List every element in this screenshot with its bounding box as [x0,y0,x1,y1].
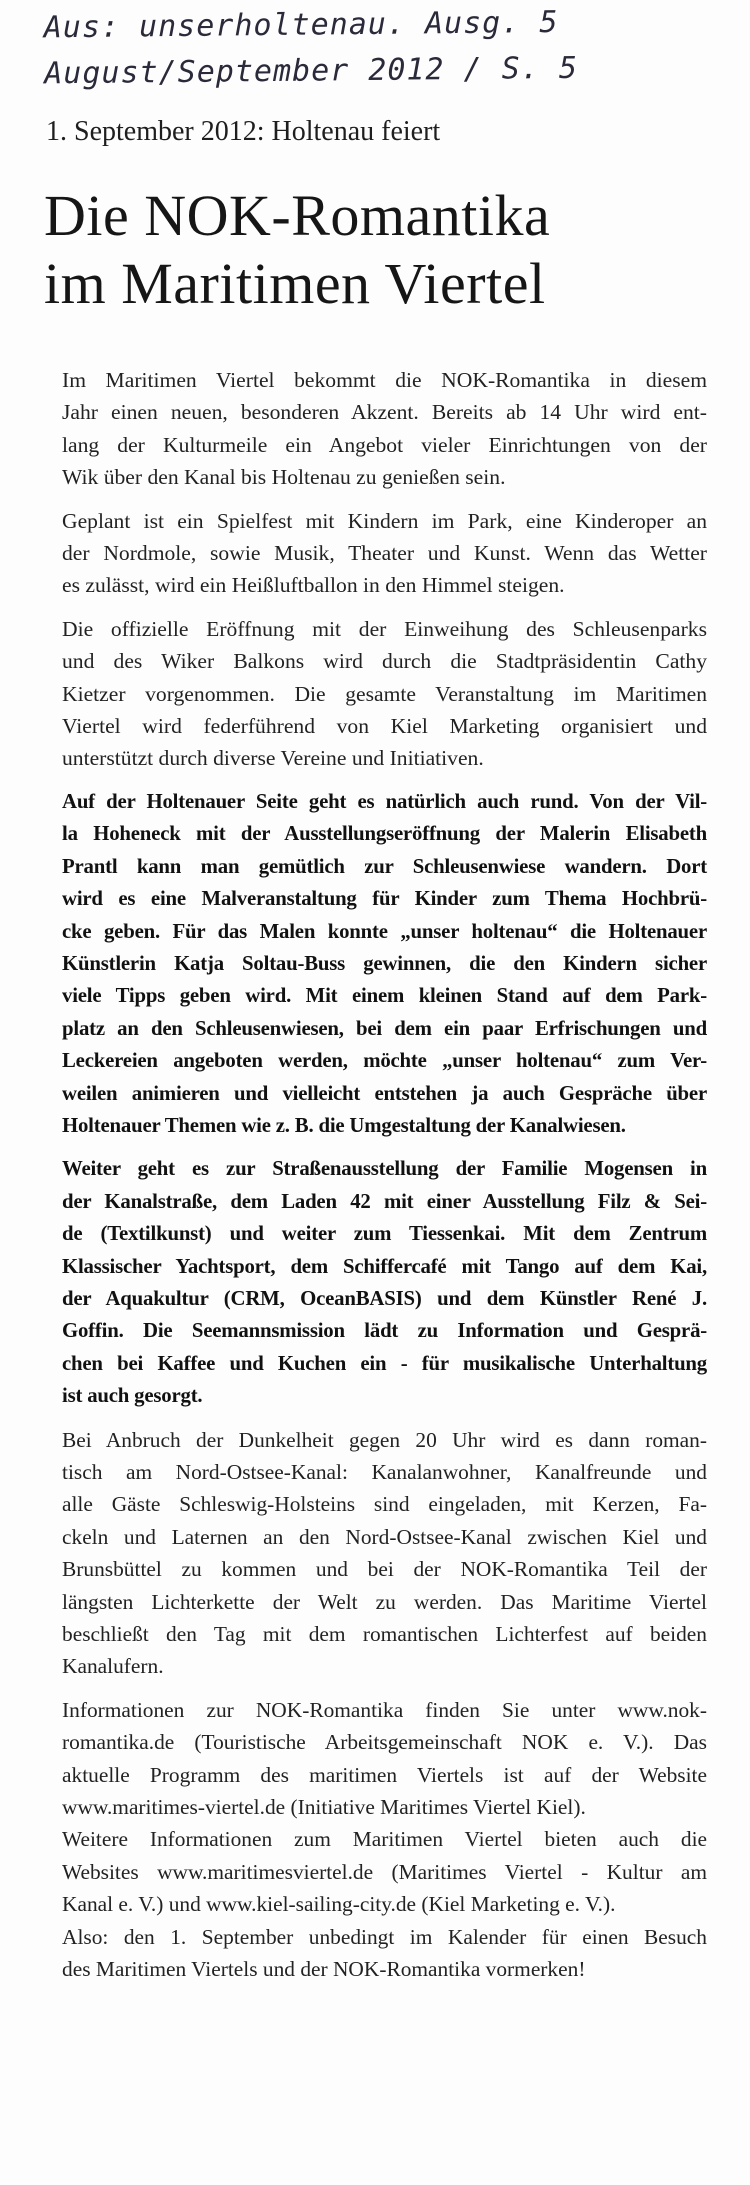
text-line: unterstützt durch diverse Vereine und Initiativen. [62,746,484,771]
text-line: der Nordmole, sowie Musik, Theater und Kunst. Wenn das Wetter [62,541,707,566]
article-paragraph [62,505,707,602]
text-line: Kanal e. V.) und www.kiel-sailing-city.de (Kiel Marketing e. V.). [62,1892,616,1917]
text-line: Jahr einen neuen, besonderen Akzent. Bereits ab 14 Uhr wird ent- [62,400,707,425]
text-line: längsten Lichterkette der Welt zu werden. Das Maritime Viertel [62,1589,707,1614]
text-line: Geplant ist ein Spielfest mit Kindern im Park, eine Kinderoper an [62,508,707,533]
text-line: chen bei Kaffee und Kuchen ein - für musikalische Unterhaltung [62,1351,707,1375]
text-line: ist auch gesorgt. [62,1384,203,1408]
text-line: der Kanalstraße, dem Laden 42 mit einer Ausstellung Filz & Sei- [62,1189,707,1213]
text-line: Viertel wird federführend von Kiel Marketing organisiert und [62,714,707,739]
text-line: alle Gäste Schleswig-Holsteins sind eingeladen, mit Kerzen, Fa- [62,1492,707,1517]
text-line: Bei Anbruch der Dunkelheit gegen 20 Uhr wird es dann roman- [62,1427,707,1452]
handwritten-source-note [44,0,685,97]
handwritten-note-line: August/September 2012 / S. 5 [44,50,579,92]
article-headline [44,182,684,318]
text-line: der Aquakultur (CRM, OceanBASIS) und dem Künstler René J. [62,1286,707,1310]
text-line: Wik über den Kanal bis Holtenau zu genießen sein. [62,465,506,490]
text-line: de (Textilkunst) und weiter zum Tiessenkai. Mit dem Zentrum [62,1222,707,1246]
text-line: es zulässt, wird ein Heißluftballon in den Himmel steigen. [62,573,565,598]
text-line: Die offizielle Eröffnung mit der Einweihung des Schleusenparks [62,616,707,641]
text-line: und des Wiker Balkons wird durch die Stadtpräsidentin Cathy [62,649,707,674]
text-line: Künstlerin Katja Soltau-Buss gewinnen, die den Kindern sicher [62,951,707,975]
text-line: viele Tipps geben wird. Mit einem kleinen Stand auf dem Park- [62,984,707,1008]
article-paragraph-bold [62,1153,707,1412]
text-line: romantika.de (Touristische Arbeitsgemeinschaft NOK e. V.). Das [62,1730,707,1755]
article-paragraph [62,364,707,494]
text-line: Leckereien angeboten werden, möchte „unser holtenau“ zum Ver- [62,1049,707,1073]
text-line: cke geben. Für das Malen konnte „unser holtenau“ die Holtenauer [62,919,707,943]
text-line: Kanalufern. [62,1654,164,1679]
text-line: lang der Kulturmeile ein Angebot vieler Einrichtungen von der [62,432,707,457]
text-line: Weiter geht es zur Straßenausstellung der Familie Mogensen in [62,1157,707,1181]
text-line: Goffin. Die Seemannsmission lädt zu Information und Gesprä- [62,1319,707,1343]
text-line: la Hoheneck mit der Ausstellungseröffnung der Malerin Elisabeth [62,822,707,846]
handwritten-note-line: Aus: unserholtenau. Ausg. 5 [43,4,559,46]
article-paragraph-bold [62,786,707,1142]
text-line: wird es eine Malveranstaltung für Kinder zum Thema Hochbrü- [62,887,707,911]
headline-line: Die NOK-Romantika [44,183,551,248]
text-line: weilen animieren und vielleicht entstehen ja auch Gespräche über [62,1081,707,1105]
text-line: Brunsbüttel zu kommen und bei der NOK-Romantika Teil der [62,1557,707,1582]
text-line: aktuelle Programm des maritimen Viertels ist auf der Website [62,1762,707,1787]
text-line: Websites www.maritimesviertel.de (Maritimes Viertel - Kultur am [62,1859,707,1884]
text-line: Prantl kann man gemütlich zur Schleusenwiese wandern. Dort [62,854,707,878]
article-paragraph [62,613,707,775]
text-line: Kietzer vorgenommen. Die gesamte Veranstaltung im Maritimen [62,681,707,706]
text-line: beschließt den Tag mit dem romantischen Lichterfest auf beiden [62,1622,707,1647]
text-line: Auf der Holtenauer Seite geht es natürlich auch rund. Von der Vil- [62,789,707,813]
text-line: tisch am Nord-Ostsee-Kanal: Kanalanwohner, Kanalfreunde und [62,1460,707,1484]
article-paragraph [62,1424,707,1683]
text-line: Informationen zur NOK-Romantika finden Sie unter www.nok- [62,1697,707,1722]
headline-line: im Maritimen Viertel [44,251,546,316]
text-line: des Maritimen Viertels und der NOK-Romantika vormerken! [62,1957,586,1982]
article-dateline: 1. September 2012: Holtenau feiert [46,116,441,147]
text-line: ckeln und Laternen an den Nord-Ostsee-Kanal zwischen Kiel und [62,1524,707,1549]
text-line: platz an den Schleusenwiesen, bei dem ein paar Erfrischungen und [62,1016,707,1040]
text-line: www.maritimes-viertel.de (Initiative Maritimes Viertel Kiel). [62,1795,586,1820]
text-line: Klassischer Yachtsport, dem Schiffercafé mit Tango auf dem Kai, [62,1254,707,1278]
text-line: Holtenauer Themen wie z. B. die Umgestaltung der Kanalwiesen. [62,1113,626,1137]
text-line: Weitere Informationen zum Maritimen Viertel bieten auch die [62,1827,707,1852]
article-body [62,364,707,1997]
text-line: Im Maritimen Viertel bekommt die NOK-Romantika in diesem [62,368,707,392]
text-line: Also: den 1. September unbedingt im Kalender für einen Besuch [62,1924,707,1949]
article-paragraph [62,1694,707,1986]
